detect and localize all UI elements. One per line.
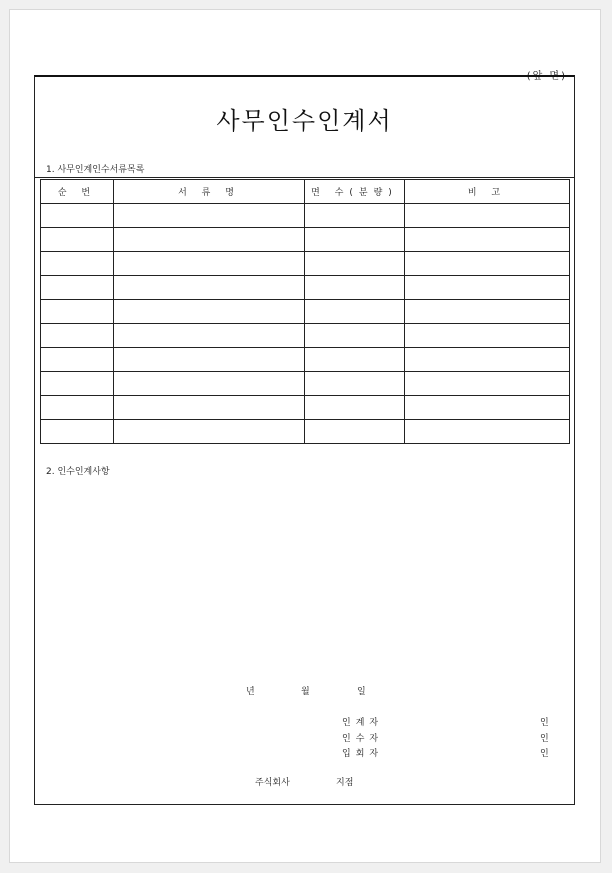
document-page [10,10,600,862]
seal-mark: 인 [540,734,549,744]
cell-page-count[interactable] [305,276,405,300]
seal-mark: 인 [540,718,549,728]
cell-document-name[interactable] [114,204,305,228]
section-2-label: 2. 인수인계사항 [46,467,110,477]
cell-remarks[interactable] [405,228,570,252]
seal-mark: 인 [540,749,549,759]
document-title: 사무인수인계서 [216,107,393,135]
cell-document-name[interactable] [114,276,305,300]
cell-page-count[interactable] [305,348,405,372]
cell-document-name[interactable] [114,252,305,276]
cell-number[interactable] [41,204,114,228]
cell-remarks[interactable] [405,348,570,372]
company-label: 주식회사 [255,778,290,788]
cell-page-count[interactable] [305,324,405,348]
cell-number[interactable] [41,252,114,276]
document-list-table [40,179,570,444]
table-row [41,276,570,300]
section-divider [35,177,574,178]
cell-page-count[interactable] [305,228,405,252]
cell-document-name[interactable] [114,420,305,444]
form-frame [34,75,575,805]
cell-number[interactable] [41,228,114,252]
day-label: 일 [357,687,366,697]
table-row [41,228,570,252]
cell-remarks[interactable] [405,252,570,276]
cell-number[interactable] [41,372,114,396]
branch-label: 지점 [336,778,354,788]
cell-remarks[interactable] [405,276,570,300]
table-row [41,372,570,396]
cell-number[interactable] [41,300,114,324]
table-header-row [41,180,570,204]
cell-document-name[interactable] [114,372,305,396]
table-row [41,420,570,444]
cell-page-count[interactable] [305,300,405,324]
cell-number[interactable] [41,396,114,420]
cell-remarks[interactable] [405,204,570,228]
cell-document-name[interactable] [114,348,305,372]
table-row [41,348,570,372]
table-row [41,300,570,324]
cell-document-name[interactable] [114,324,305,348]
table-row [41,396,570,420]
column-header-remarks: 비 고 [405,180,570,204]
cell-document-name[interactable] [114,396,305,420]
cell-document-name[interactable] [114,300,305,324]
cell-remarks[interactable] [405,324,570,348]
cell-remarks[interactable] [405,396,570,420]
signature-role: 입회자 [342,749,384,759]
section-1-label: 1. 사무인계인수서류목록 [46,165,145,175]
month-label: 월 [301,687,310,697]
table-row [41,324,570,348]
column-header-document-name: 서 류 명 [114,180,305,204]
table-row [41,204,570,228]
cell-page-count[interactable] [305,252,405,276]
cell-number[interactable] [41,276,114,300]
cell-page-count[interactable] [305,420,405,444]
column-header-number: 순 번 [41,180,114,204]
cell-page-count[interactable] [305,204,405,228]
cell-number[interactable] [41,348,114,372]
column-header-page-count: 면 수(분량) [305,180,405,204]
cell-number[interactable] [41,324,114,348]
cell-remarks[interactable] [405,420,570,444]
cell-page-count[interactable] [305,372,405,396]
table-row [41,252,570,276]
cell-page-count[interactable] [305,396,405,420]
year-label: 년 [246,687,255,697]
page-side-label: (앞 면) [526,71,567,82]
signature-role: 인수자 [342,734,384,744]
cell-remarks[interactable] [405,300,570,324]
cell-document-name[interactable] [114,228,305,252]
cell-number[interactable] [41,420,114,444]
signature-role: 인계자 [342,718,384,728]
cell-remarks[interactable] [405,372,570,396]
